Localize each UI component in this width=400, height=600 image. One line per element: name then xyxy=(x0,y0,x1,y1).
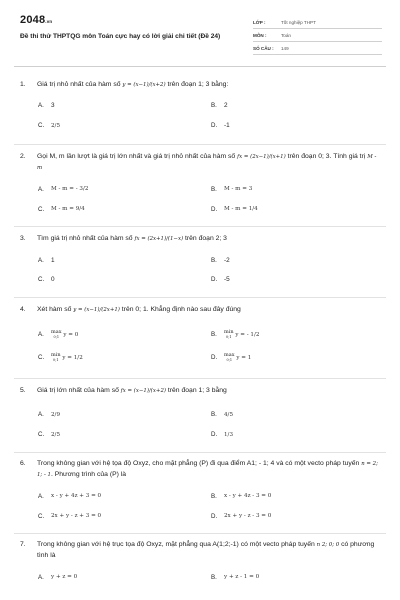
question-divider xyxy=(14,533,386,534)
question-text-b: trên đoạn 0; 3. Tính giá trị xyxy=(287,153,366,160)
question-formula: y = (x−1)/(2x+1) xyxy=(73,307,120,313)
option-a[interactable] xyxy=(38,572,77,582)
question-text-a: Trong không gian với hệ trục tọa độ Oxyz, mặt phẳng qua A(1;2;-1) có một vecto pháp tuyến xyxy=(37,541,315,548)
question-text xyxy=(37,152,380,173)
option-value: -1 xyxy=(224,122,230,129)
min-operator xyxy=(51,353,61,363)
option-letter: D. xyxy=(211,512,218,520)
question-text xyxy=(37,234,380,245)
option-value: 1/3 xyxy=(224,431,234,438)
operator-subscript: 0;1 xyxy=(226,334,232,339)
option-c[interactable] xyxy=(38,353,83,363)
meta-key: LỚP : xyxy=(253,19,266,25)
meta-row-count xyxy=(253,42,382,55)
option-b[interactable] xyxy=(211,491,271,501)
logo-suffix: .vn xyxy=(45,19,53,24)
option-letter: A. xyxy=(38,411,44,418)
document-meta xyxy=(253,16,382,55)
option-value: 4/5 xyxy=(224,411,234,418)
question-divider xyxy=(14,297,386,298)
option-value: 0 xyxy=(51,276,55,283)
option-letter: C. xyxy=(38,512,45,520)
option-value: 2x + y - z + 3 = 0 xyxy=(51,513,102,519)
site-logo[interactable] xyxy=(20,14,52,26)
option-letter: A. xyxy=(38,257,44,264)
option-b[interactable] xyxy=(211,184,252,194)
option-letter: D. xyxy=(211,205,218,213)
meta-value: Toán xyxy=(281,32,291,38)
meta-value: Tốt nghiệp THPT xyxy=(281,19,316,25)
option-letter: B. xyxy=(211,102,217,109)
max-operator xyxy=(224,353,235,363)
option-d[interactable] xyxy=(211,430,233,440)
question-number: 2. xyxy=(20,153,26,160)
question-number: 1. xyxy=(20,81,26,88)
meta-value: 149 xyxy=(281,45,289,51)
option-value: 1 xyxy=(51,257,55,264)
option-letter: B. xyxy=(211,331,217,338)
option-b[interactable] xyxy=(211,330,259,340)
question-text xyxy=(37,386,380,397)
logo-main: 2048 xyxy=(20,14,46,26)
question-formula: fx = (x−1)/(x+2) xyxy=(120,388,166,394)
option-letter: C. xyxy=(38,431,45,438)
option-b[interactable] xyxy=(211,410,233,420)
option-value: M - m = 1/4 xyxy=(224,206,258,212)
option-letter: C. xyxy=(38,276,45,283)
operator-subscript: 0;1 xyxy=(226,357,232,362)
option-value: 3 xyxy=(51,102,55,109)
question-number: 3. xyxy=(20,235,26,242)
option-letter: A. xyxy=(38,492,44,500)
question-6 xyxy=(20,459,380,520)
option-letter: B. xyxy=(211,185,217,193)
option-a[interactable] xyxy=(38,330,78,340)
question-formula: fx = (2x+1)/(1−x) xyxy=(134,236,184,242)
question-divider xyxy=(14,144,386,145)
document-title: Đề thi thử THPTQG môn Toán cực hay có lời giải chi tiết (Đề 24) xyxy=(20,33,221,40)
option-c[interactable] xyxy=(38,430,60,440)
question-text-b: trên đoạn 1; 3 bằng: xyxy=(167,81,229,88)
operator-subscript: 0;1 xyxy=(53,357,59,362)
option-c[interactable] xyxy=(38,511,101,521)
question-text xyxy=(37,459,380,480)
option-b[interactable] xyxy=(211,256,230,266)
option-a[interactable] xyxy=(38,101,55,111)
option-c[interactable] xyxy=(38,204,85,214)
question-divider xyxy=(14,452,386,453)
option-letter: B. xyxy=(211,492,217,500)
question-divider xyxy=(14,378,386,379)
option-value: y = 0 xyxy=(63,331,79,338)
option-value: x - y + 4z - 3 = 0 xyxy=(224,493,272,499)
operator-label: min xyxy=(51,351,61,358)
operator-subscript: 0;1 xyxy=(53,334,59,339)
option-value: M - m = 3 xyxy=(224,186,253,192)
question-text xyxy=(37,540,380,560)
option-b[interactable] xyxy=(211,101,228,111)
option-letter: C. xyxy=(38,354,45,361)
option-letter: A. xyxy=(38,102,44,109)
meta-row-class xyxy=(253,16,382,29)
option-letter: A. xyxy=(38,573,44,581)
option-value: -2 xyxy=(224,257,230,264)
option-a[interactable] xyxy=(38,491,101,501)
operator-label: max xyxy=(224,351,235,358)
option-d[interactable] xyxy=(211,353,251,363)
question-number: 4. xyxy=(20,306,26,313)
meta-key: SỐ CÂU : xyxy=(253,45,274,51)
question-number: 5. xyxy=(20,387,26,394)
question-text-a: Giá trị nhỏ nhất của hàm số xyxy=(37,81,121,88)
option-value: 2 xyxy=(224,102,228,109)
option-value: x - y + 4z + 3 = 0 xyxy=(51,493,102,499)
option-value: y = 1 xyxy=(236,354,252,361)
option-letter: D. xyxy=(211,122,218,129)
option-letter: D. xyxy=(211,276,218,283)
option-a[interactable] xyxy=(38,256,55,266)
question-text-b: có phương tình là xyxy=(37,541,375,559)
option-d[interactable] xyxy=(211,275,230,285)
question-text-b: trên đoạn 2; 3 xyxy=(185,235,227,242)
question-4 xyxy=(20,305,380,368)
question-2 xyxy=(20,152,380,213)
question-text-a: Trong không gian với hệ tọa độ Oxyz, cho mặt phẳng (P) đi qua điểm A1; - 1; 4 và có một vecto pháp tuyến xyxy=(37,460,360,467)
question-7 xyxy=(20,540,380,584)
option-value: 2x + y - z - 3 = 0 xyxy=(224,513,272,519)
option-c[interactable] xyxy=(38,275,55,285)
option-value: M - m = - 3/2 xyxy=(51,186,89,192)
option-value: y = - 1/2 xyxy=(235,331,260,338)
option-value: y = 1/2 xyxy=(62,354,83,361)
question-text-a: Giá trị lớn nhất của hàm số xyxy=(37,387,119,394)
option-value: 2/5 xyxy=(51,122,61,129)
option-letter: B. xyxy=(211,411,217,418)
question-divider xyxy=(14,226,386,227)
option-a[interactable] xyxy=(38,410,60,420)
document-header xyxy=(20,14,382,58)
question-3 xyxy=(20,234,380,285)
question-text-a: Tìm giá trị nhỏ nhất của hàm số xyxy=(37,235,133,242)
max-operator xyxy=(51,330,62,340)
question-formula: n 2; 0; 0 xyxy=(316,542,340,548)
option-value: y + z = 0 xyxy=(51,574,78,580)
option-b[interactable] xyxy=(211,572,259,582)
question-5 xyxy=(20,386,380,441)
option-value: 2/5 xyxy=(51,431,61,438)
question-text xyxy=(37,305,380,316)
question-text-b: . Phương trình của (P) là xyxy=(50,470,127,478)
question-number: 7. xyxy=(20,541,26,548)
option-value: y + z - 1 = 0 xyxy=(224,574,260,580)
option-value: -5 xyxy=(224,276,230,283)
meta-row-subject xyxy=(253,29,382,42)
question-formula: n = 2; 1; - 1 xyxy=(37,461,378,478)
option-letter: D. xyxy=(211,431,218,438)
question-text xyxy=(37,80,380,91)
option-letter: C. xyxy=(38,122,45,129)
option-c[interactable] xyxy=(38,121,60,131)
question-text-a: Xét hàm số xyxy=(37,306,72,313)
question-number: 6. xyxy=(20,460,26,467)
option-value: 2/9 xyxy=(51,411,61,418)
operator-label: max xyxy=(51,328,62,335)
operator-label: min xyxy=(224,328,234,335)
question-1 xyxy=(20,80,380,131)
question-formula-2: M - m xyxy=(37,154,377,171)
question-text-a: Gọi M, m lần lượt là giá trị lớn nhất và giá trị nhỏ nhất của hàm số xyxy=(37,153,236,160)
option-a[interactable] xyxy=(38,184,88,194)
question-formula: fx = (2x−1)/(x+1) xyxy=(237,154,286,160)
option-d[interactable] xyxy=(211,204,258,214)
option-letter: C. xyxy=(38,205,45,213)
option-letter: A. xyxy=(38,185,44,193)
header-divider xyxy=(14,66,386,67)
option-d[interactable] xyxy=(211,121,230,131)
option-d[interactable] xyxy=(211,511,271,521)
option-letter: D. xyxy=(211,354,218,361)
min-operator xyxy=(224,330,234,340)
question-text-b: trên đoạn 1; 3 bằng xyxy=(167,387,227,394)
option-letter: A. xyxy=(38,331,44,338)
option-value: M - m = 9/4 xyxy=(51,206,85,212)
option-letter: B. xyxy=(211,257,217,264)
question-formula: y = (x−1)/(x+2) xyxy=(122,82,166,88)
meta-key: MÔN : xyxy=(253,32,267,38)
option-letter: B. xyxy=(211,573,217,581)
question-text-b: trên 0; 1. Khẳng định nào sau đây đúng xyxy=(121,306,241,313)
